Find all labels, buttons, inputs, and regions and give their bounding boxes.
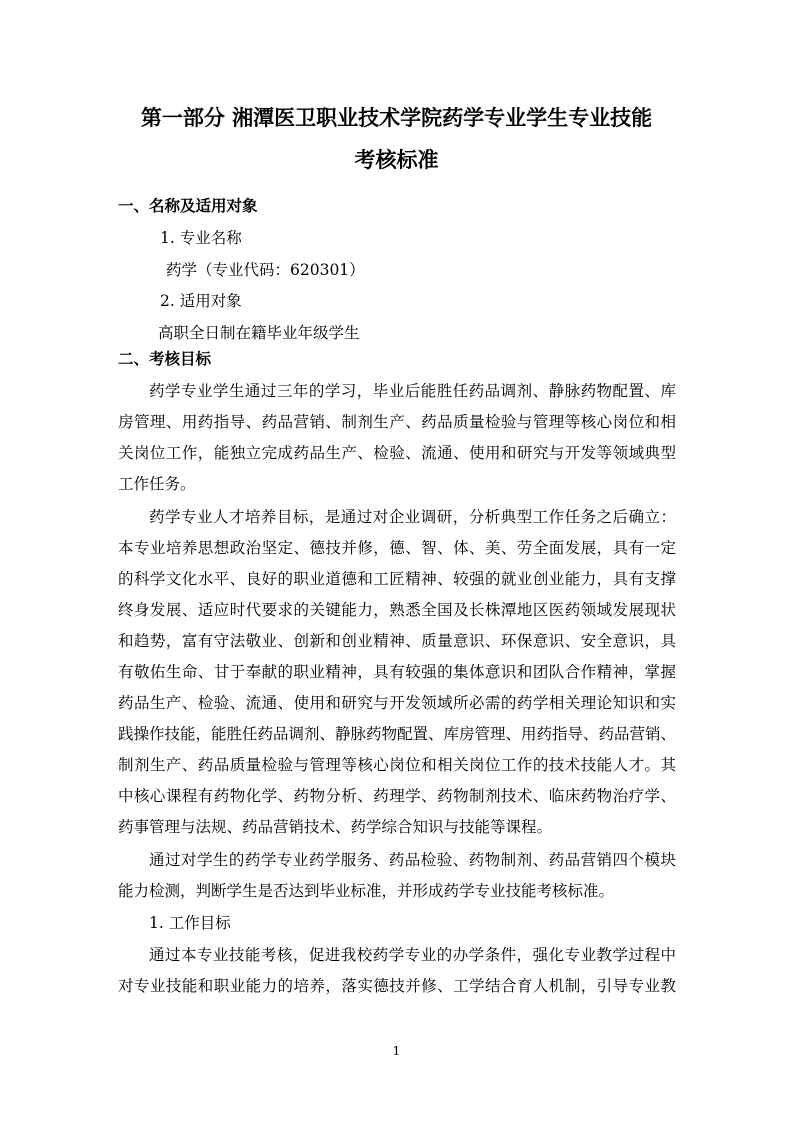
paragraph-line: 和趋势，富有守法敬业、创新和创业精神、质量意识、环保意识、安全意识，具: [118, 632, 676, 650]
target-audience-label: 2. 适用对象: [160, 292, 242, 310]
paragraph-line: 对专业技能和职业能力的培养，落实德技并修、工学结合育人机制，引导专业教: [118, 977, 676, 995]
document-title-line-1: 第一部分 湘潭医卫职业技术学院药学专业学生专业技能: [140, 105, 653, 130]
paragraph-line: 通过对学生的药学专业药学服务、药品检验、药物制剂、药品营销四个模块: [149, 851, 676, 869]
paragraph-line: 能力检测，判断学生是否达到毕业标准，并形成药学专业技能考核标准。: [118, 882, 615, 900]
major-name-label: 1. 专业名称: [160, 229, 242, 247]
paragraph-line: 终身发展、适应时代要求的关键能力，熟悉全国及长株潭地区医药领域发展现状: [118, 601, 676, 619]
target-audience-value: 高职全日制在籍毕业年级学生: [158, 324, 360, 342]
paragraph-line: 有敬佑生命、甘于奉献的职业精神，具有较强的集体意识和团队合作精神，掌握: [118, 663, 676, 681]
paragraph-line: 关岗位工作，能独立完成药品生产、检验、流通、使用和研究与开发等领域典型: [118, 444, 676, 462]
paragraph-line: 药品生产、检验、流通、使用和研究与开发领域所必需的药学相关理论知识和实: [118, 694, 676, 712]
major-name-value: 药学（专业代码：620301）: [166, 261, 365, 279]
section-1-heading: 一、名称及适用对象: [118, 196, 258, 215]
paragraph-line: 通过本专业技能考核，促进我校药学专业的办学条件，强化专业教学过程中: [149, 946, 676, 964]
paragraph-line: 药事管理与法规、药品营销技术、药学综合知识与技能等课程。: [118, 818, 553, 836]
work-goal-label: 1. 工作目标: [149, 914, 231, 932]
paragraph-line: 制剂生产、药品质量检验与管理等核心岗位和相关岗位工作的技术技能人才。其: [118, 756, 676, 774]
section-2-heading: 二、考核目标: [118, 349, 212, 368]
page-number: 1: [392, 1044, 401, 1058]
paragraph-line: 药学专业学生通过三年的学习，毕业后能胜任药品调剂、静脉药物配置、库: [149, 382, 676, 400]
paragraph-line: 房管理、用药指导、药品营销、制剂生产、药品质量检验与管理等核心岗位和相: [118, 413, 676, 431]
paragraph-line: 践操作技能，能胜任药品调剂、静脉药物配置、库房管理、用药指导、药品营销、: [118, 725, 677, 743]
paragraph-line: 工作任务。: [118, 475, 196, 493]
paragraph-line: 药学专业人才培养目标，是通过对企业调研，分析典型工作任务之后确立：: [149, 508, 676, 526]
paragraph-line: 本专业培养思想政治坚定、德技并修，德、智、体、美、劳全面发展，具有一定: [118, 539, 676, 557]
paragraph-line: 中核心课程有药物化学、药物分析、药理学、药物制剂技术、临床药物治疗学、: [118, 787, 676, 805]
document-title-line-2: 考核标准: [354, 147, 439, 172]
paragraph-line: 的科学文化水平、良好的职业道德和工匠精神、较强的就业创业能力，具有支撑: [118, 570, 676, 588]
